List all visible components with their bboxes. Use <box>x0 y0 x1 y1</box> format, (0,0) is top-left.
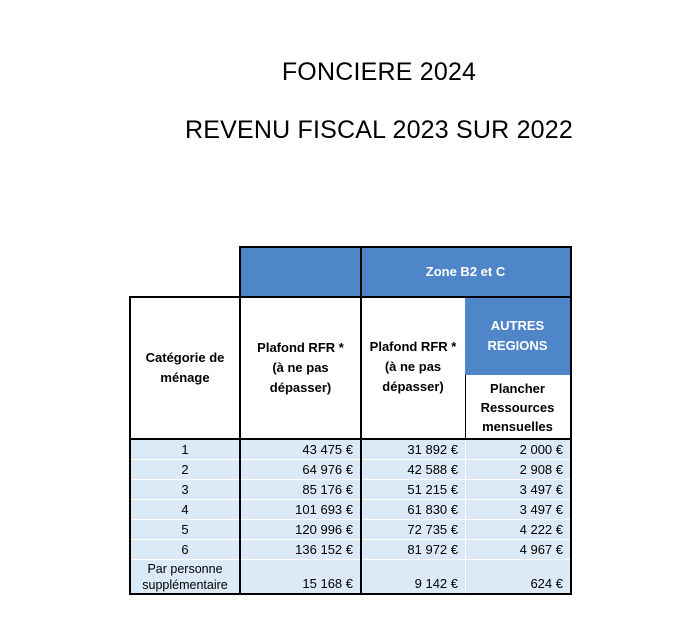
table-cell-plancher: 2 908 € <box>466 460 570 479</box>
table-cell-plafond-b: 72 735 € <box>362 520 465 539</box>
table-cell-plancher: 4 967 € <box>466 540 570 559</box>
table-cell-plafond-b: 61 830 € <box>362 500 465 519</box>
table-cell-category: 2 <box>131 460 239 479</box>
table-cell-plancher: 2 000 € <box>466 440 570 459</box>
border <box>129 593 572 595</box>
plafond-header-b: Plafond RFR * (à ne pas dépasser) <box>369 339 457 394</box>
table-cell-category: 4 <box>131 500 239 519</box>
table-cell-plafond-a: 43 475 € <box>241 440 360 459</box>
table-cell-plafond-b: 9 142 € <box>362 560 465 593</box>
autres-regions-header: AUTRES REGIONS <box>465 297 570 375</box>
border <box>239 246 241 595</box>
table-cell-plafond-a: 120 996 € <box>241 520 360 539</box>
border <box>129 438 572 440</box>
plancher-header: Plancher Ressources mensuelles <box>480 380 555 434</box>
border <box>240 246 572 248</box>
table-cell-plancher: 624 € <box>466 560 570 593</box>
zone-header: Zone B2 et C <box>361 247 570 297</box>
table-cell-plancher: 3 497 € <box>466 500 570 519</box>
category-header: Catégorie de ménage <box>145 350 225 385</box>
border <box>129 296 131 595</box>
table-cell-plafond-b: 81 972 € <box>362 540 465 559</box>
blank-blue-header <box>240 247 361 297</box>
table-cell-plancher: 4 222 € <box>466 520 570 539</box>
table-cell-plafond-b: 31 892 € <box>362 440 465 459</box>
border <box>129 296 572 298</box>
table-cell-plafond-a: 101 693 € <box>241 500 360 519</box>
table-cell-plancher: 3 497 € <box>466 480 570 499</box>
page-title: FONCIERE 2024 <box>281 58 477 86</box>
table-cell-category: 1 <box>131 440 239 459</box>
table-cell-category: Par personne supplémentaire <box>131 560 239 593</box>
page-subtitle: REVENU FISCAL 2023 SUR 2022 <box>185 116 573 144</box>
table-cell-plafond-a: 15 168 € <box>241 560 360 593</box>
table-cell-plafond-b: 51 215 € <box>362 480 465 499</box>
table-cell-category: 3 <box>131 480 239 499</box>
table-cell-plafond-a: 85 176 € <box>241 480 360 499</box>
table-cell-category: 6 <box>131 540 239 559</box>
plafond-header-a: Plafond RFR * (à ne pas dépasser) <box>257 340 344 395</box>
table-cell-category: 5 <box>131 520 239 539</box>
table-cell-plafond-b: 42 588 € <box>362 460 465 479</box>
border <box>360 246 362 595</box>
border <box>465 375 466 439</box>
table-cell-plafond-a: 136 152 € <box>241 540 360 559</box>
table-cell-plafond-a: 64 976 € <box>241 460 360 479</box>
border <box>570 246 572 595</box>
